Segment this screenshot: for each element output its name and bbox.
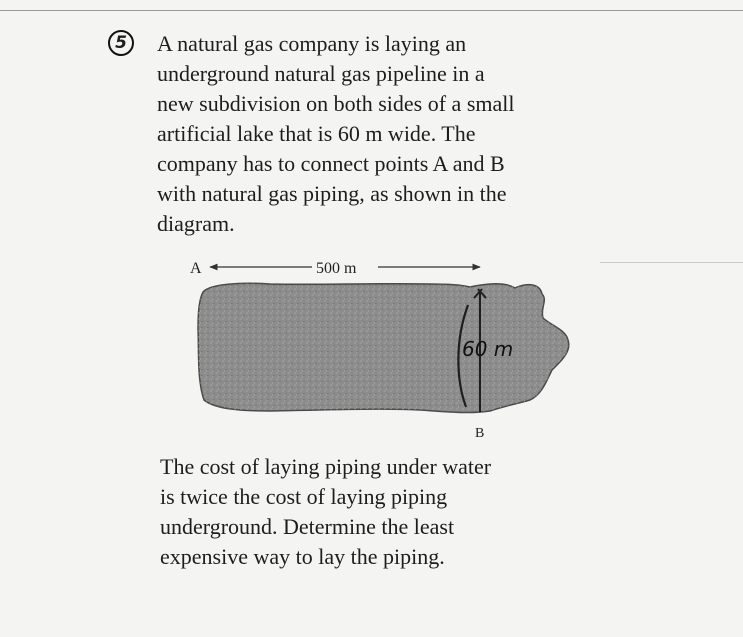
outro-line: The cost of laying piping under water [160, 454, 492, 479]
intro-line: with natural gas piping, as shown in the [157, 181, 507, 206]
outro-line: underground. Determine the least [160, 514, 455, 539]
intro-line: underground natural gas pipeline in a [157, 61, 485, 86]
intro-line: company has to connect points A and B [157, 151, 505, 176]
intro-line: A natural gas company is laying an [157, 31, 467, 56]
question-outro [160, 452, 491, 572]
question-number-badge: 5 [108, 30, 134, 56]
width-label: 60 m [462, 337, 514, 361]
outro-line: expensive way to lay the piping. [160, 544, 445, 569]
length-label: 500 m [316, 260, 357, 277]
outro-line: is twice the cost of laying piping [160, 484, 448, 509]
intro-line: new subdivision on both sides of a small [157, 91, 515, 116]
point-b-label: B [475, 426, 485, 441]
intro-line: diagram. [157, 211, 235, 236]
point-a-label: A [190, 260, 202, 277]
intro-line: artificial lake that is 60 m wide. The [157, 121, 476, 146]
